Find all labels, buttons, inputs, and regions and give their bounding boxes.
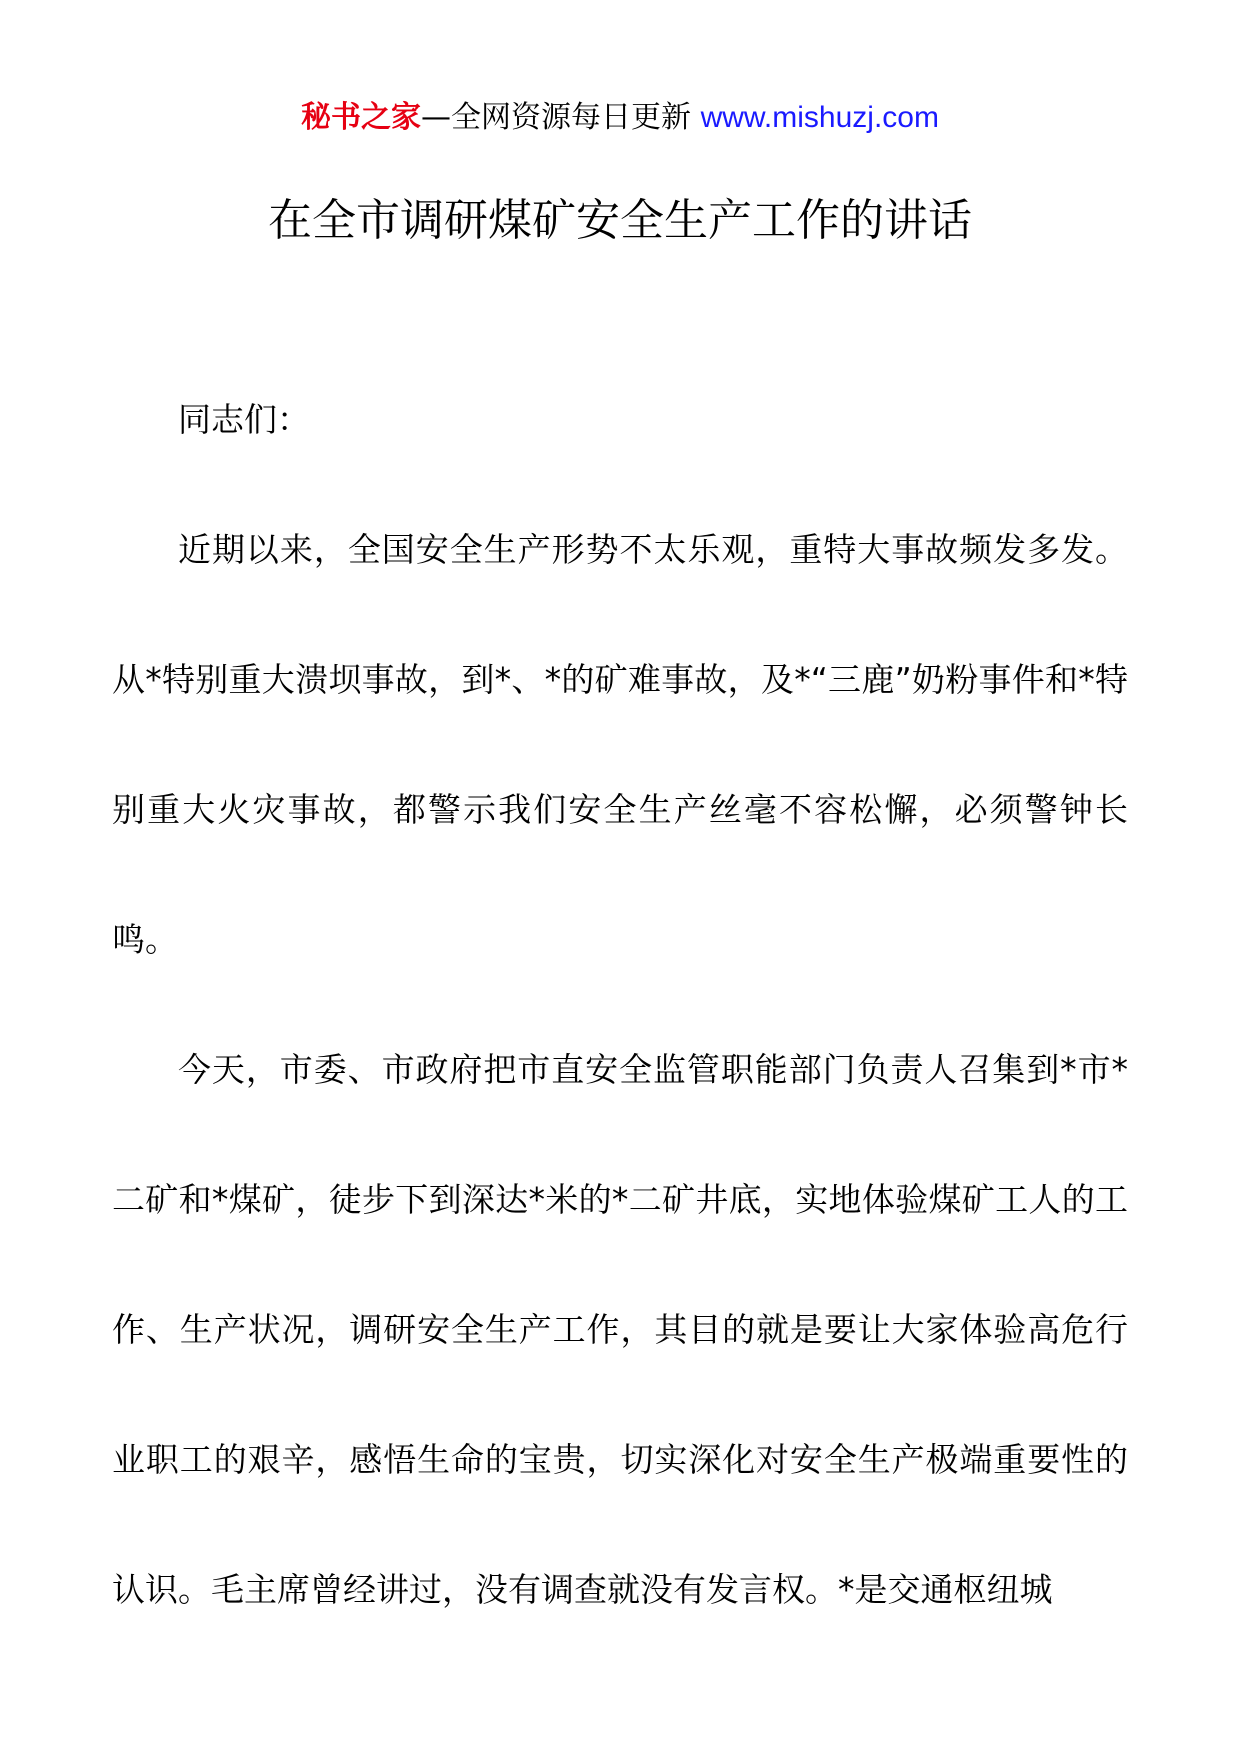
paragraph-2: 今天，市委、市政府把市直安全监管职能部门负责人召集到*市*二矿和*煤矿，徒步下到深达*米的*二矿井底，实地体验煤矿工人的工作、生产状况，调研安全生产工作，其目的就是要让大家体验高危行业职工的艰辛，感悟生命的宝贵，切实深化对安全生产极端重要性的认识。毛主席曾经讲过，没有调查就没有发言权。*是交通枢纽城 xyxy=(112,1050,1128,1609)
document-body xyxy=(112,355,1128,1655)
brand-name: 秘书之家 xyxy=(301,100,422,135)
site-header xyxy=(0,98,1240,138)
salutation: 同志们： xyxy=(178,400,310,439)
site-url-link[interactable]: www.mishuzj.com xyxy=(700,101,939,134)
paragraph-1: 近期以来，全国安全生产形势不太乐观，重特大事故频发多发。从*特别重大溃坝事故，到*、*的矿难事故，及*“三鹿”奶粉事件和*特别重大火灾事故，都警示我们安全生产丝毫不容松懈，必须警钟长鸣。 xyxy=(112,530,1128,959)
header-tagline: —全网资源每日更新 xyxy=(421,100,692,135)
document-title: 在全市调研煤矿安全生产工作的讲话 xyxy=(268,195,972,246)
